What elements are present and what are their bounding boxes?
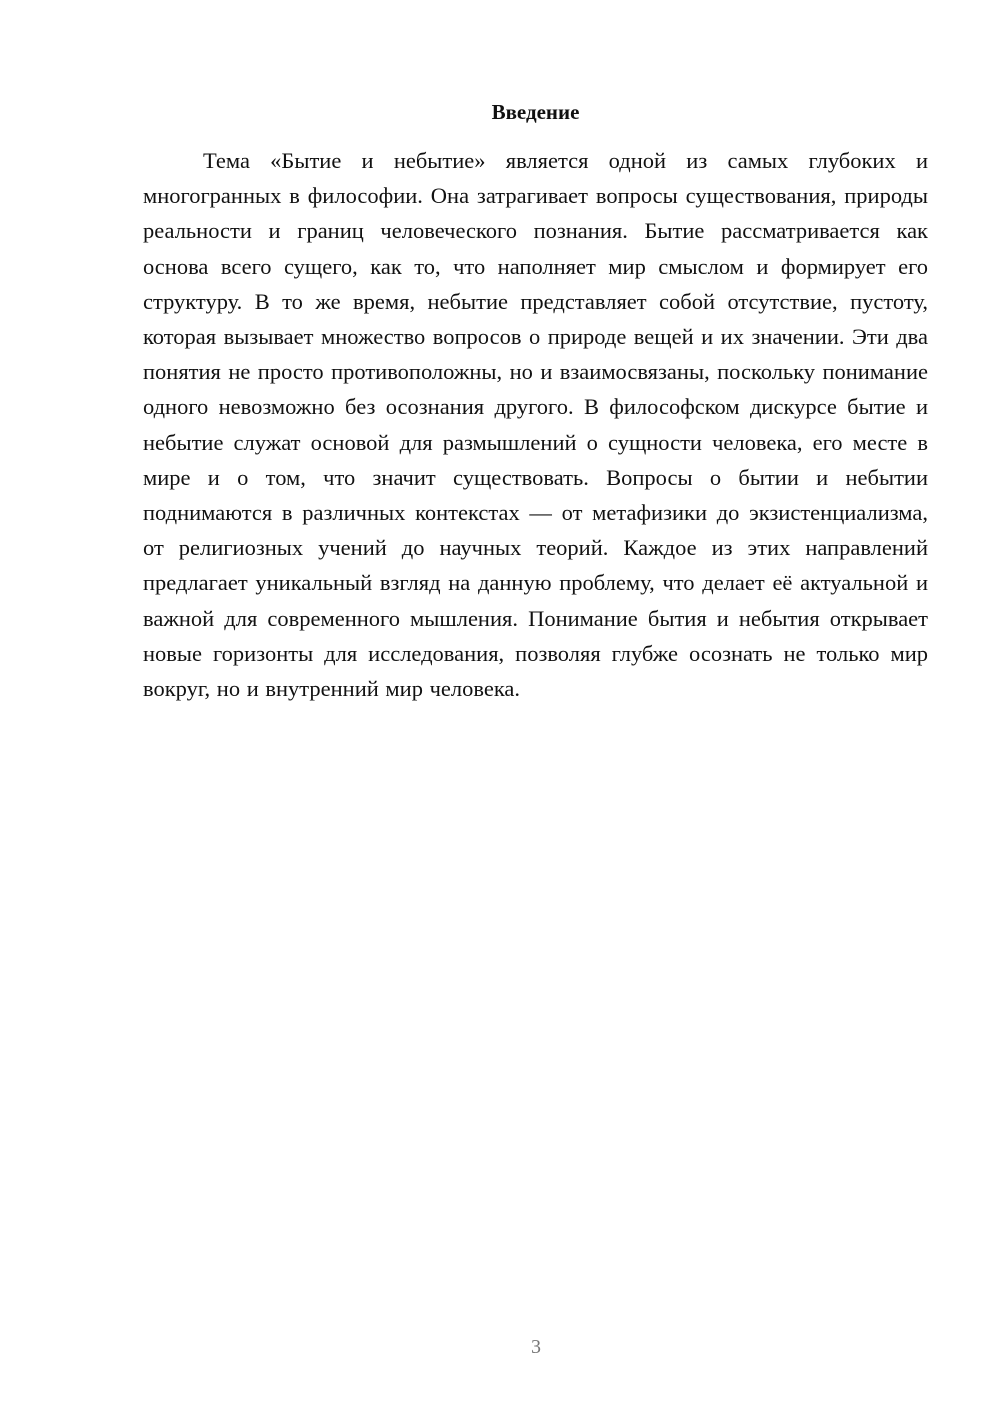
body-paragraph: Тема «Бытие и небытие» является одной из самых глубоких и многогранных в философии. Она затрагивает вопросы существования, природы реальности и границ человеческого познания. Бытие рассматривается как основа всего сущего, как то, что наполняет мир смыслом и формирует его структуру. В то же время, небытие представляет собой отсутствие, пустоту, которая вызывает множество вопросов о природе вещей и их значении. Эти два понятия не просто противоположны, но и взаимосвязаны, поскольку понимание одного невозможно без осознания другого. В философском дискурсе бытие и небытие служат основой для размышлений о сущности человека, его месте в мире и о том, что значит существовать. Вопросы о бытии и небытии поднимаются в различных контекстах — от метафизики до экзистенциализма, от религиозных учений до научных теорий. Каждое из этих направлений предлагает уникальный взгляд на данную проблему, что делает её актуальной и важной для современного мышления. Понимание бытия и небытия открывает новые горизонты для исследования, позволяя глубже осознать не только мир вокруг, но и внутренний мир человека. [143, 148, 928, 702]
section-heading: Введение [491, 100, 580, 124]
page-number: 3 [531, 1336, 541, 1358]
